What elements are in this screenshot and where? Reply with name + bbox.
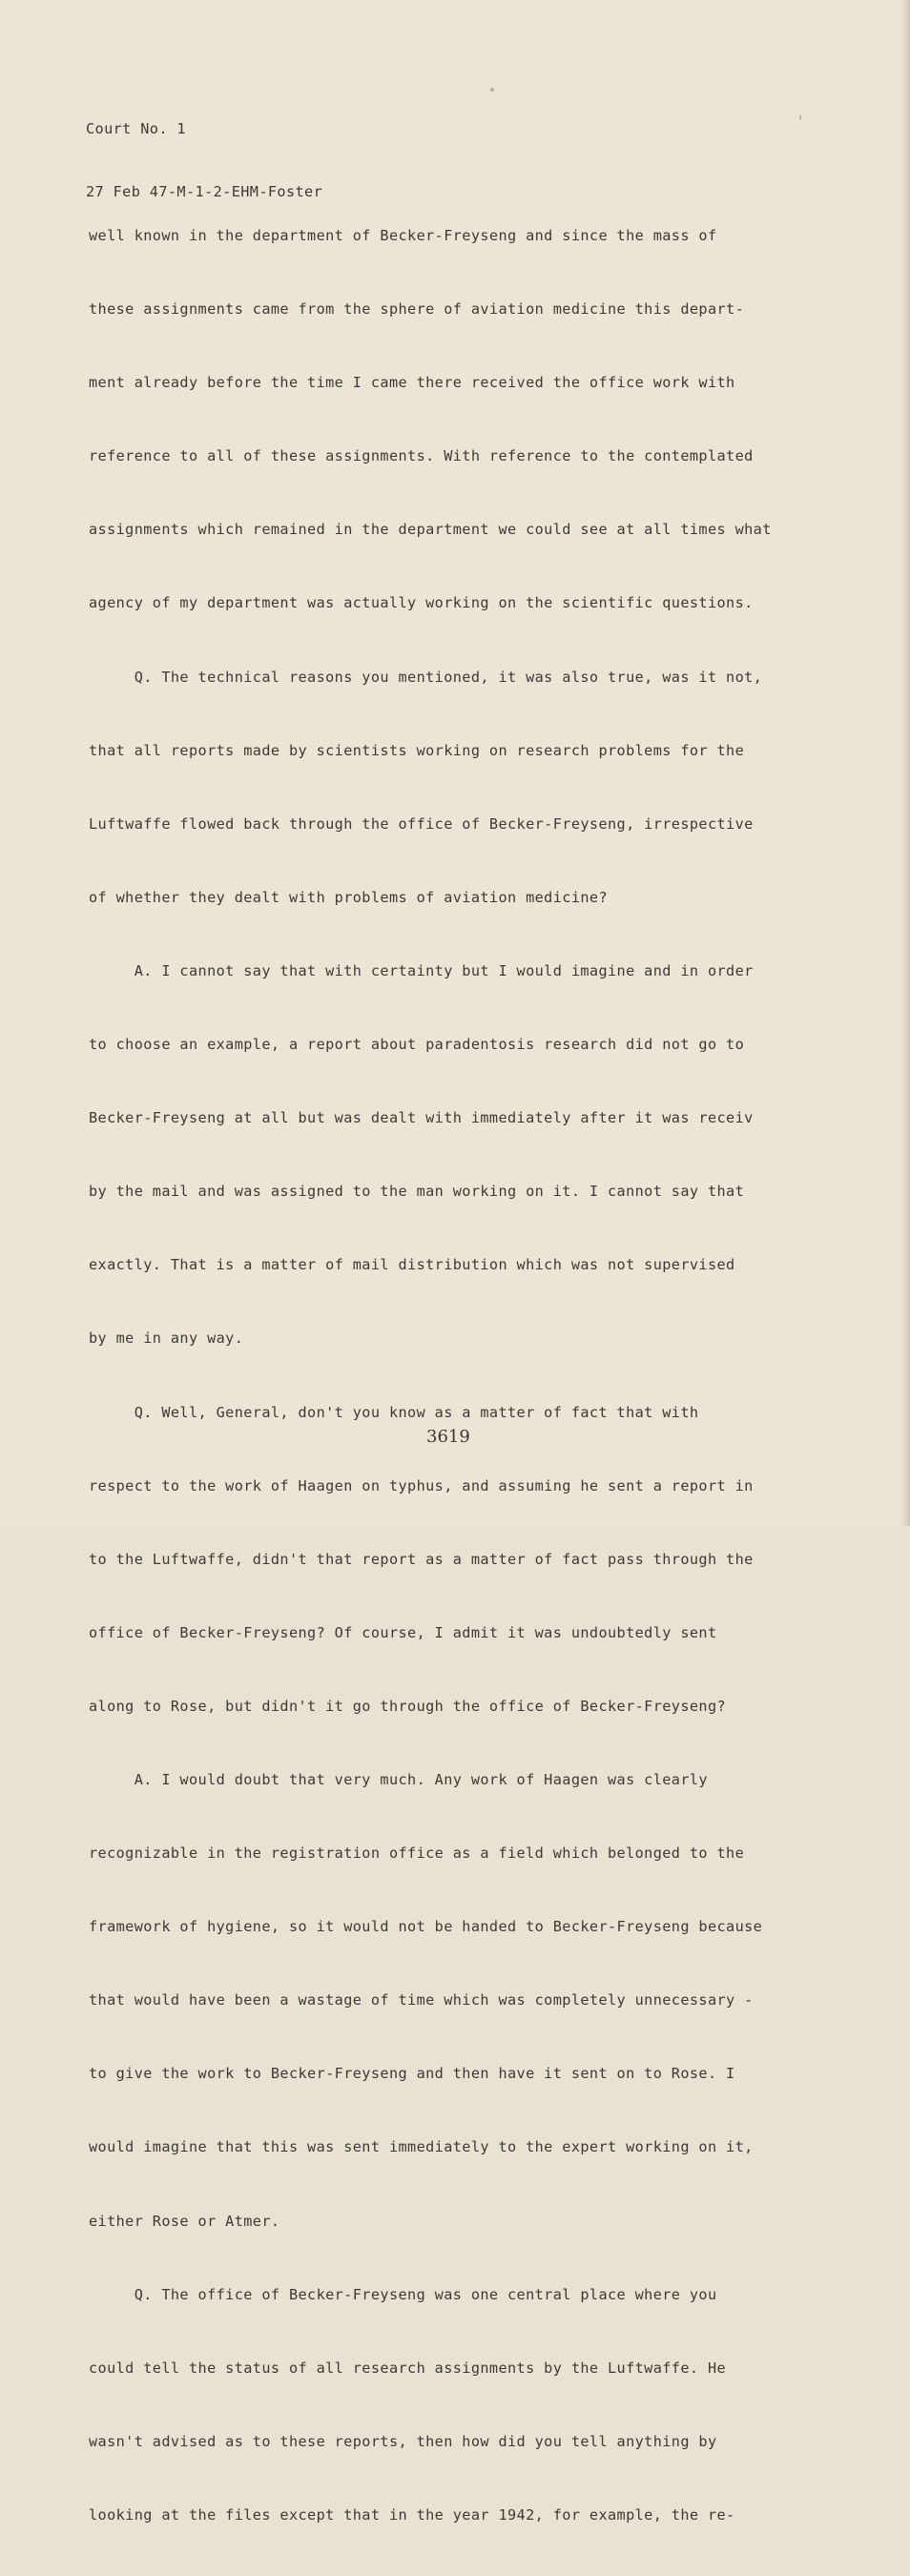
transcript-line: these assignments came from the sphere of aviation medicine this depart-: [89, 300, 745, 319]
transcript-line: A. I cannot say that with certainty but I would imagine and in order: [89, 961, 754, 979]
transcript-line: reference to all of these assignments. With reference to the contemplated: [89, 447, 754, 465]
ink-speck: [799, 114, 801, 120]
transcript-line: looking at the files except that in the year 1942, for example, the re-: [89, 2505, 735, 2524]
page-number: 3619: [426, 1427, 470, 1447]
court-number: Court No. 1: [86, 120, 186, 137]
transcript-line: to choose an example, a report about paradentosis research did not go to: [89, 1036, 745, 1054]
transcript-line: by me in any way.: [89, 1329, 244, 1348]
transcript-line: by the mail and was assigned to the man working on it. I cannot say that: [89, 1183, 745, 1201]
transcript-line: respect to the work of Haagen on typhus, and assuming he sent a report in: [89, 1476, 754, 1494]
transcript-line: Becker-Freyseng at all but was dealt with immediately after it was receiv: [89, 1109, 754, 1127]
transcript-body: [89, 189, 814, 2576]
transcript-line: Luftwaffe flowed back through the office of Becker-Freyseng, irrespective: [89, 814, 754, 833]
transcript-line: to the Luftwaffe, didn't that report as a matter of fact pass through the: [89, 1550, 754, 1568]
transcript-line: Q. The office of Becker-Freyseng was one central place where you: [89, 2285, 717, 2303]
transcript-line: that all reports made by scientists working on research problems for the: [89, 741, 745, 759]
ink-speck: [490, 88, 494, 92]
transcript-line: exactly. That is a matter of mail distribution which was not supervised: [89, 1256, 735, 1274]
transcript-line: A. I would doubt that very much. Any work of Haagen was clearly: [89, 1770, 708, 1788]
transcript-line: Q. The technical reasons you mentioned, it was also true, was it not,: [89, 668, 763, 686]
session-reference: 27 Feb 47-M-1-2-EHM-Foster: [86, 183, 323, 200]
transcript-line: to give the work to Becker-Freyseng and then have it sent on to Rose. I: [89, 2065, 735, 2083]
transcript-line: ment already before the time I came there received the office work with: [89, 374, 735, 392]
transcript-line: along to Rose, but didn't it go through the office of Becker-Freyseng?: [89, 1697, 727, 1715]
transcript-line: recognizable in the registration office as a field which belonged to the: [89, 1844, 745, 1863]
transcript-line: office of Becker-Freyseng? Of course, I admit it was undoubtedly sent: [89, 1623, 717, 1641]
transcript-line: either Rose or Atmer.: [89, 2212, 280, 2230]
transcript-line: could tell the status of all research assignments by the Luftwaffe. He: [89, 2359, 727, 2377]
page-edge-shadow: [900, 0, 910, 1526]
transcript-line: of whether they dealt with problems of aviation medicine?: [89, 888, 608, 906]
transcript-line: framework of hygiene, so it would not be handed to Becker-Freyseng because: [89, 1918, 763, 1936]
transcript-line: that would have been a wastage of time which was completely unnecessary -: [89, 1991, 754, 2009]
transcript-line: Q. Well, General, don't you know as a matter of fact that with: [89, 1403, 699, 1421]
transcript-line: wasn't advised as to these reports, then how did you tell anything by: [89, 2432, 717, 2450]
transcript-line: agency of my department was actually working on the scientific questions.: [89, 594, 754, 612]
transcript-line: assignments which remained in the department we could see at all times what: [89, 521, 772, 539]
transcript-line: well known in the department of Becker-Freyseng and since the mass of: [89, 227, 717, 244]
transcript-line: would imagine that this was sent immediately to the expert working on it,: [89, 2138, 754, 2156]
